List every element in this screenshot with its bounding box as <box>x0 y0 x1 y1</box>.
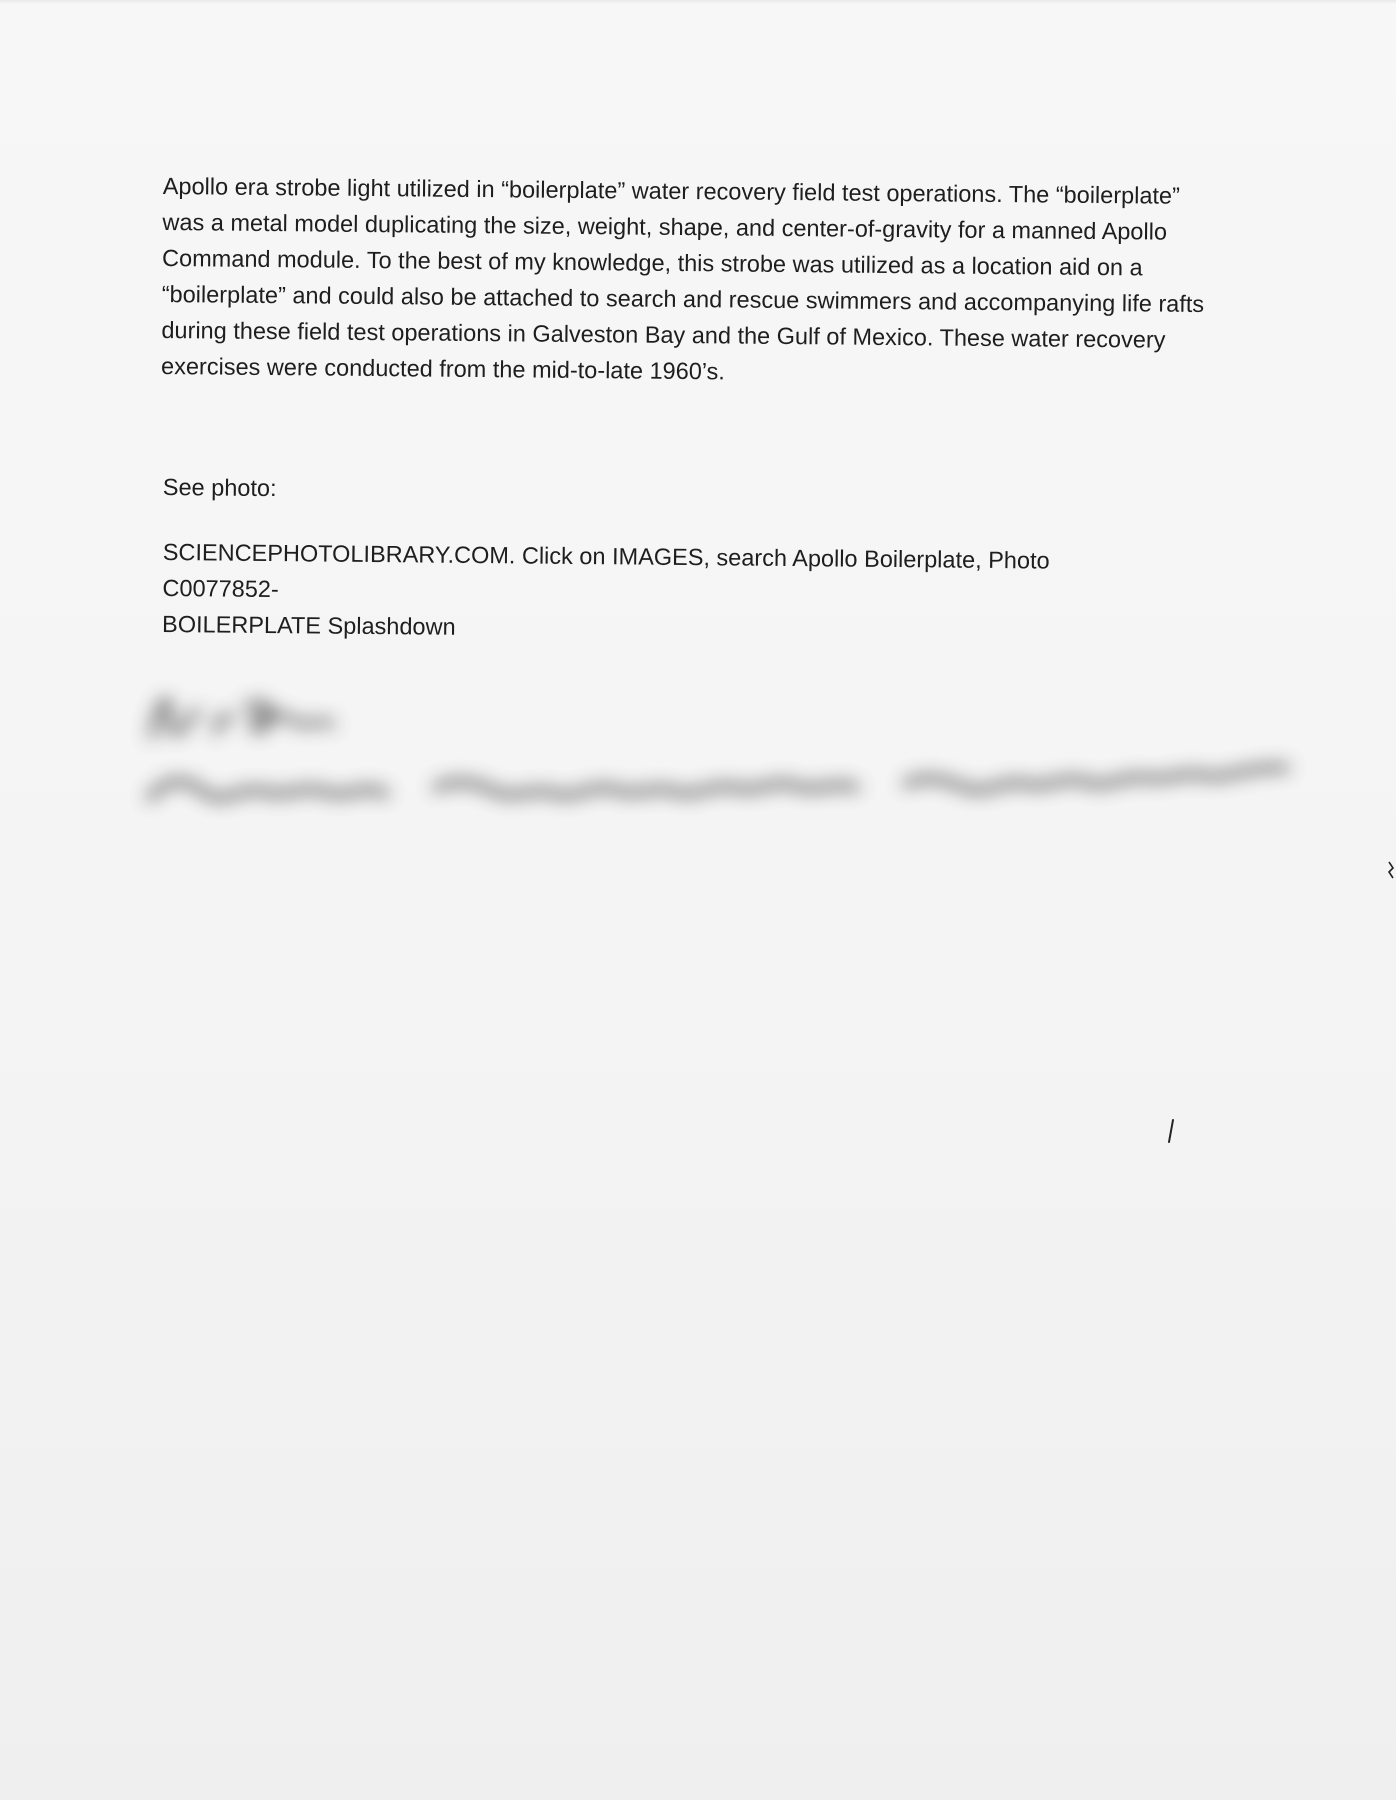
stray-pen-tick <box>1166 1118 1176 1144</box>
page-top-edge <box>0 0 1396 4</box>
see-photo-label: See photo: <box>162 474 277 502</box>
stray-pen-mark <box>1386 858 1396 882</box>
signature-initials-scribble <box>146 688 356 744</box>
blurred-signature <box>146 688 1316 838</box>
description-paragraph: Apollo era strobe light utilized in “boilerplate” water recovery field test operations. The “boilerplate” was a metal model duplicating the size, weight, shape, and center-of-gravity for a manned Apollo Command module. To the best of my knowledge, this strobe was utilized as a location aid on a “boilerplate” and could also be attached to search and rescue swimmers and accompanying life rafts during these field test operations in Galveston Bay and the Gulf of Mexico. These water recovery exercises were conducted from the mid-to-late 1960’s. <box>160 172 1205 385</box>
signature-name-scribble <box>146 748 1306 818</box>
document-body <box>161 168 1243 394</box>
photo-reference: SCIENCEPHOTOLIBRARY.COM. Click on IMAGES, search Apollo Boilerplate, Photo C0077852- BOILERPLATE Splashdown <box>162 538 1050 640</box>
